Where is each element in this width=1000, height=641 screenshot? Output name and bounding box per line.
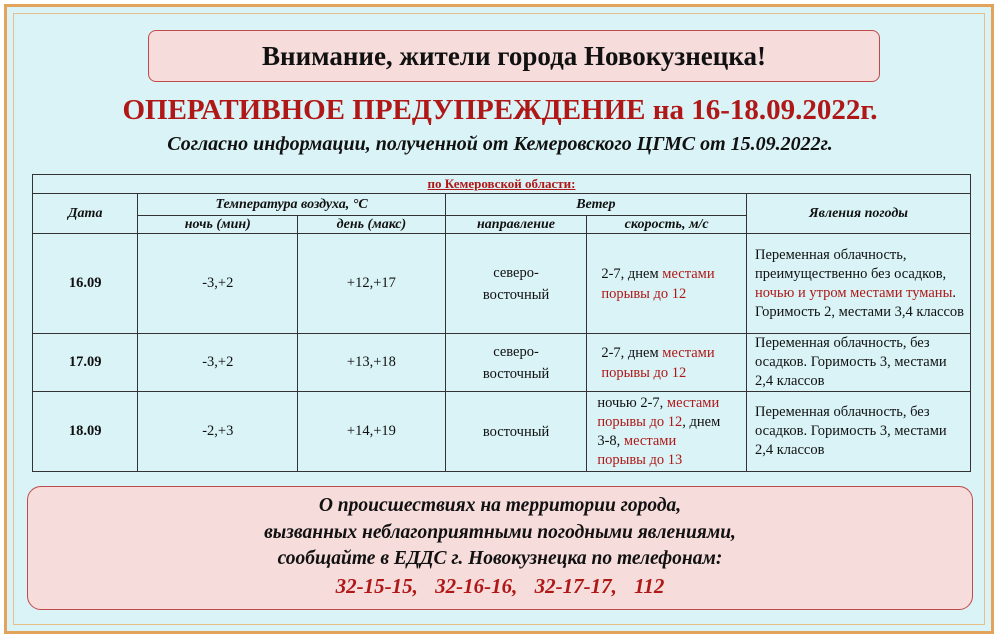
row-day-temp: +14,+19 — [298, 392, 446, 472]
report-line-2: вызванных неблагоприятными погодными явлениями, — [264, 521, 736, 543]
row-phenomena: Переменная облачность, без осадков. Горимость 3, местами 2,4 классов — [747, 392, 971, 472]
row-night-temp: -3,+2 — [138, 334, 298, 392]
region-label: по Кемеровской области: — [33, 175, 971, 194]
phone-number: 112 — [634, 573, 665, 598]
row-phenomena: Переменная облачность, преимущественно без осадков, ночью и утром местами туманы. Горимость 2, местами 3,4 классов — [747, 234, 971, 334]
phone-numbers — [28, 573, 972, 600]
header-speed: скорость, м/с — [587, 216, 747, 234]
header-wind: Ветер — [445, 194, 746, 216]
phone-number: 32-15-15, — [335, 573, 418, 598]
table-row — [33, 334, 971, 392]
header-phenomena: Явления погоды — [747, 194, 971, 234]
source-subhead: Согласно информации, полученной от Кемеровского ЦГМС от 15.09.2022г. — [167, 133, 833, 155]
row-wind-direction: северо- восточный — [445, 334, 587, 392]
warning-headline: ОПЕРАТИВНОЕ ПРЕДУПРЕЖДЕНИЕ на 16-18.09.2022г. — [122, 94, 878, 126]
row-night-temp: -3,+2 — [138, 234, 298, 334]
row-wind-direction: восточный — [445, 392, 587, 472]
row-phenomena: Переменная облачность, без осадков. Горимость 3, местами 2,4 классов — [747, 334, 971, 392]
row-day-temp: +13,+18 — [298, 334, 446, 392]
table-row — [33, 392, 971, 472]
phone-number: 32-16-16, — [435, 573, 518, 598]
header-date: Дата — [33, 194, 138, 234]
row-wind-speed: 2-7, днем местами порывы до 12 — [587, 234, 747, 334]
header-night: ночь (мин) — [138, 216, 298, 234]
report-line-1: О происшествиях на территории города, — [318, 495, 682, 516]
header-temperature: Температура воздуха, °С — [138, 194, 445, 216]
row-day-temp: +12,+17 — [298, 234, 446, 334]
header-direction: направление — [445, 216, 587, 234]
row-night-temp: -2,+3 — [138, 392, 298, 472]
attention-banner — [148, 30, 880, 82]
report-line-3: сообщайте в ЕДДС г. Новокузнецка по телефонам: — [277, 548, 723, 569]
row-wind-speed: 2-7, днем местами порывы до 12 — [587, 334, 747, 392]
row-wind-direction: северо- восточный — [445, 234, 587, 334]
row-date: 16.09 — [33, 234, 138, 334]
attention-text: Внимание, жители города Новокузнецка! — [262, 40, 766, 71]
row-wind-speed: ночью 2-7, местами порывы до 12, днем 3-8, местами порывы до 13 — [587, 392, 747, 472]
weather-table — [32, 174, 971, 472]
header-day: день (макс) — [298, 216, 446, 234]
table-row — [33, 234, 971, 334]
row-date: 18.09 — [33, 392, 138, 472]
row-date: 17.09 — [33, 334, 138, 392]
report-banner — [27, 486, 973, 610]
phone-number: 32-17-17, — [534, 573, 617, 598]
